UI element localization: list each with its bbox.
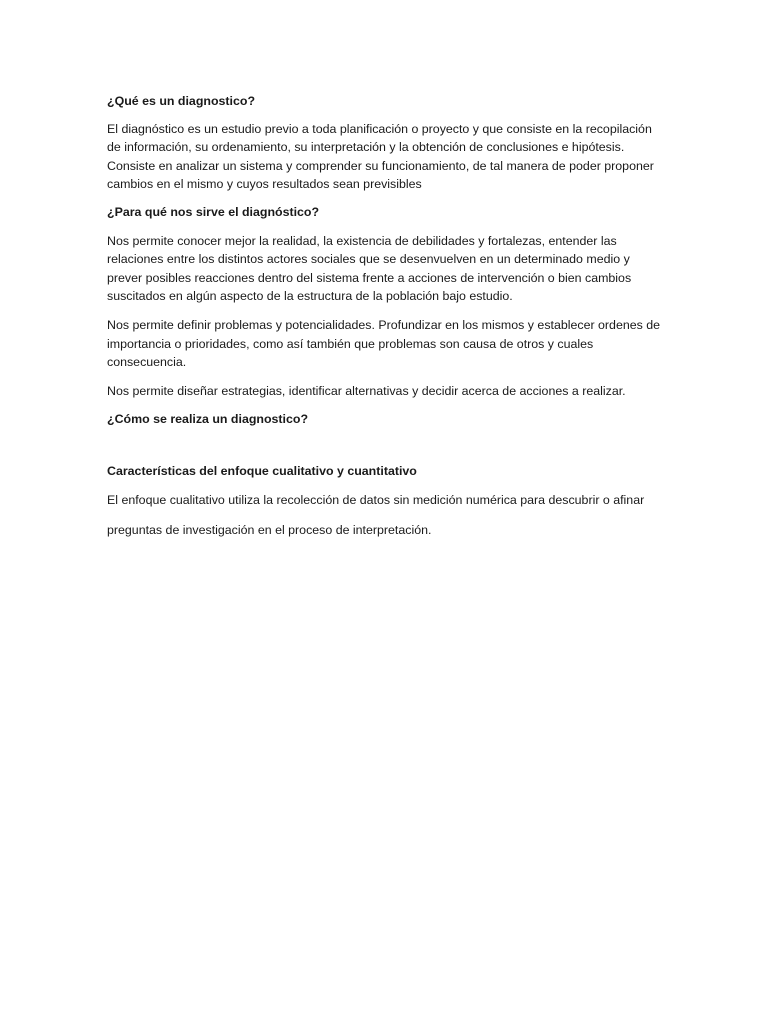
- paragraph-enfoque-cualitativo-line1: El enfoque cualitativo utiliza la recolección de datos sin medición numérica para descubrir o afinar: [107, 492, 645, 507]
- paragraph-definicion: El diagnóstico es un estudio previo a toda planificación o proyecto y que consiste en la recopilación de información, su ordenamiento, su interpretación y la obtención de conclusiones e hipótesis. Consiste en analizar un sistema y comprender su funcionamiento, de tal manera de poder proponer cambios en el mismo y cuyos resultados sean previsibles: [107, 121, 654, 192]
- paragraph-enfoque-cualitativo-line2: preguntas de investigación en el proceso de interpretación.: [107, 523, 432, 538]
- section-heading-para-que: ¿Para qué nos sirve el diagnóstico?: [107, 204, 320, 219]
- paragraph-disenar-estrategias: Nos permite diseñar estrategias, identificar alternativas y decidir acerca de acciones a realizar.: [107, 383, 626, 398]
- section-heading-como: ¿Cómo se realiza un diagnostico?: [107, 412, 309, 427]
- paragraph-definir-problemas: Nos permite definir problemas y potencialidades. Profundizar en los mismos y establecer ordenes de importancia o prioridades, como así también que problemas son causa de otros y cuales consecuencia.: [107, 317, 661, 370]
- document-page: [107, 92, 663, 540]
- paragraph-conocer-realidad: Nos permite conocer mejor la realidad, la existencia de debilidades y fortalezas, entender las relaciones entre los distintos actores sociales que se desenvuelven en un determinado medio y prever posibles reacciones dentro del sistema frente a acciones de intervención o bien cambios suscitados en algún aspecto de la estructura de la población bajo estudio.: [107, 233, 632, 304]
- section-heading-caracteristicas: Características del enfoque cualitativo y cuantitativo: [107, 463, 417, 478]
- section-heading-que-es: ¿Qué es un diagnostico?: [107, 94, 256, 108]
